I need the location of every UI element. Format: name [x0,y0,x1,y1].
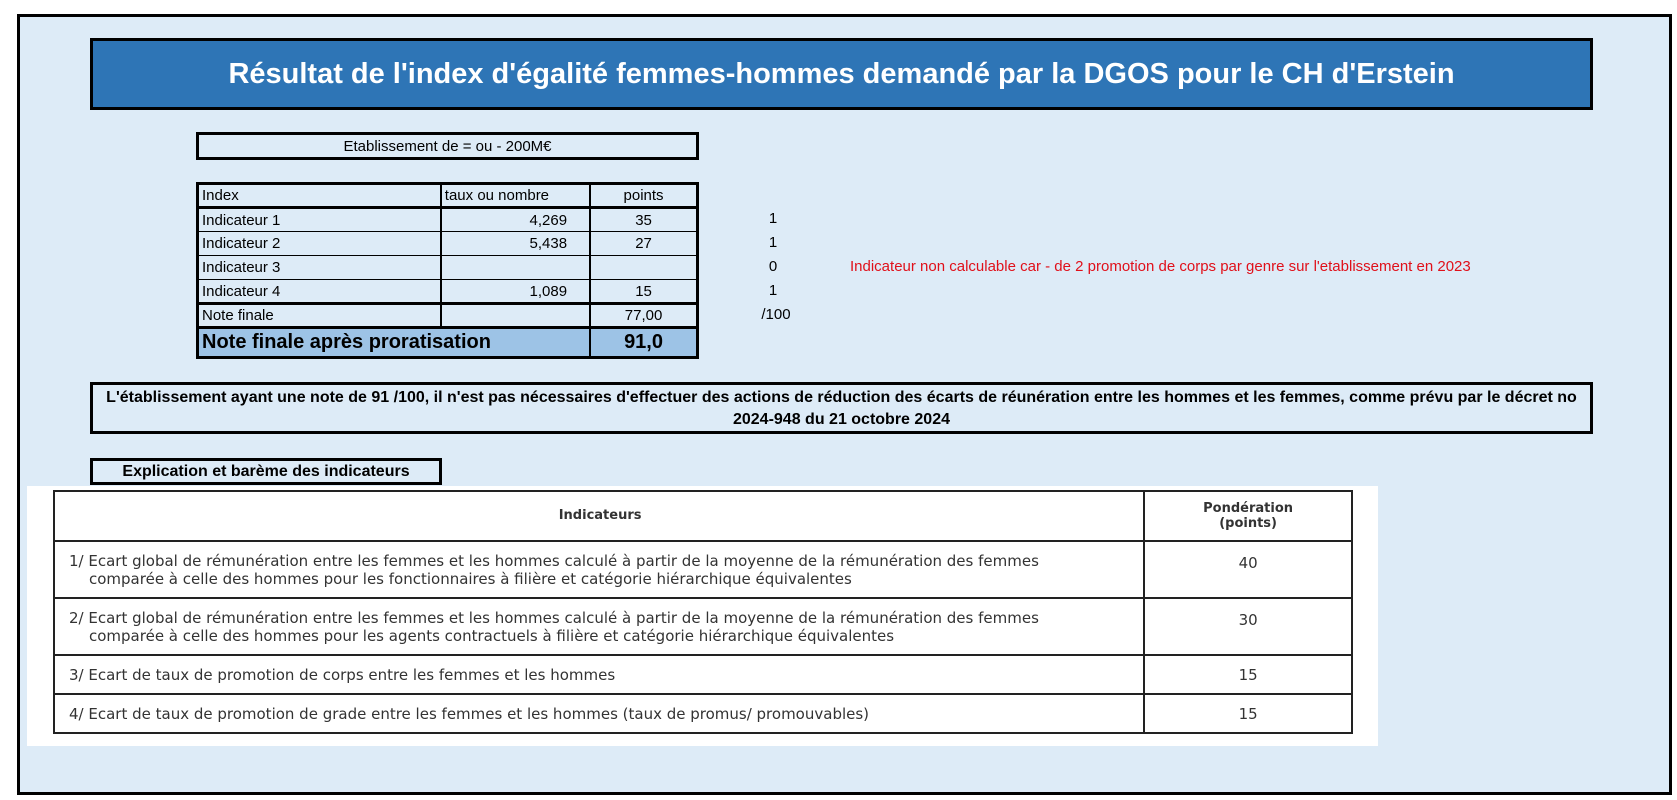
note-finale-row [198,304,698,328]
header-taux: taux ou nombre [441,184,590,208]
row-label[interactable]: Indicateur 2 [198,232,441,256]
header-index: Index [198,184,441,208]
row-points[interactable]: 35 [590,208,697,232]
conclusion-text: L'établissement ayant une note de 91 /100, il n'est pas nécessaires d'effectuer des actions de réduction des écarts de réunération entre les hommes et les femmes, comme prévu par le décret no 2024-948 du 21 octobre 2024 [90,382,1593,434]
bareme-points: 15 [1144,694,1352,733]
bareme-indicator: 4/ Ecart de taux de promotion de grade entre les femmes et les hommes (taux de promus/ promouvables) [54,694,1144,733]
note-finale-prorata-row [198,328,698,358]
bareme-indicator-line1: 2/ Ecart global de rémunération entre les femmes et les hommes calculé à partir de la moyenne de la rémunération des femmes [69,608,1039,627]
row-taux[interactable] [441,256,590,280]
explication-label: Explication et barème des indicateurs [90,458,442,485]
header-indicateurs: Indicateurs [54,491,1144,541]
warning-note: Indicateur non calculable car - de 2 promotion de corps par genre sur l'etablissement en 2023 [850,258,1471,275]
indicator-flag: 1 [768,234,778,251]
indicator-flag: 1 [768,282,778,299]
row-points[interactable]: 15 [590,280,697,304]
header-ponderation [1144,491,1352,541]
bareme-indicator-line2: comparée à celle des hommes pour les fonctionnaires à filière et catégorie hiérarchique équivalentes [89,569,852,588]
note-finale-label[interactable]: Note finale [198,304,441,328]
row-taux[interactable]: 4,269 [441,208,590,232]
etablissement-label: Etablissement de = ou - 200M€ [196,132,699,160]
row-label[interactable]: Indicateur 3 [198,256,441,280]
header-ponderation-line1: Pondération [1203,501,1294,516]
table-row [54,541,1352,598]
bareme-header [54,491,1352,541]
indicator-flag: 1 [768,210,778,227]
table-row [198,208,698,232]
table-row [198,280,698,304]
index-table-header [198,184,698,208]
header-points: points [590,184,697,208]
page-title: Résultat de l'index d'égalité femmes-hommes demandé par la DGOS pour le CH d'Erstein [90,38,1593,110]
row-label[interactable]: Indicateur 1 [198,208,441,232]
index-table [196,182,699,359]
table-row [54,694,1352,733]
bareme-image [27,486,1378,746]
note-finale-suffix: /100 [761,306,791,323]
note-finale-points[interactable]: 77,00 [590,304,697,328]
bareme-indicator-line1: 1/ Ecart global de rémunération entre les femmes et les hommes calculé à partir de la moyenne de la rémunération des femmes [69,551,1039,570]
table-row [54,598,1352,655]
row-taux[interactable]: 5,438 [441,232,590,256]
table-row [198,256,698,280]
bareme-indicator [54,598,1144,655]
note-finale-prorata-label[interactable]: Note finale après proratisation [198,328,591,358]
row-taux[interactable]: 1,089 [441,280,590,304]
header-ponderation-line2: (points) [1219,516,1277,531]
row-points[interactable] [590,256,697,280]
table-row [198,232,698,256]
bareme-points: 15 [1144,655,1352,694]
bareme-table [53,490,1353,734]
bareme-indicator: 3/ Ecart de taux de promotion de corps entre les femmes et les hommes [54,655,1144,694]
bareme-points: 40 [1144,541,1352,598]
row-label[interactable]: Indicateur 4 [198,280,441,304]
note-finale-prorata-points[interactable]: 91,0 [590,328,697,358]
bareme-points: 30 [1144,598,1352,655]
indicator-flag: 0 [768,258,778,275]
table-row [54,655,1352,694]
row-points[interactable]: 27 [590,232,697,256]
bareme-indicator [54,541,1144,598]
bareme-indicator-line2: comparée à celle des hommes pour les agents contractuels à filière et catégorie hiérarchique équivalentes [89,626,895,645]
note-finale-taux[interactable] [441,304,590,328]
